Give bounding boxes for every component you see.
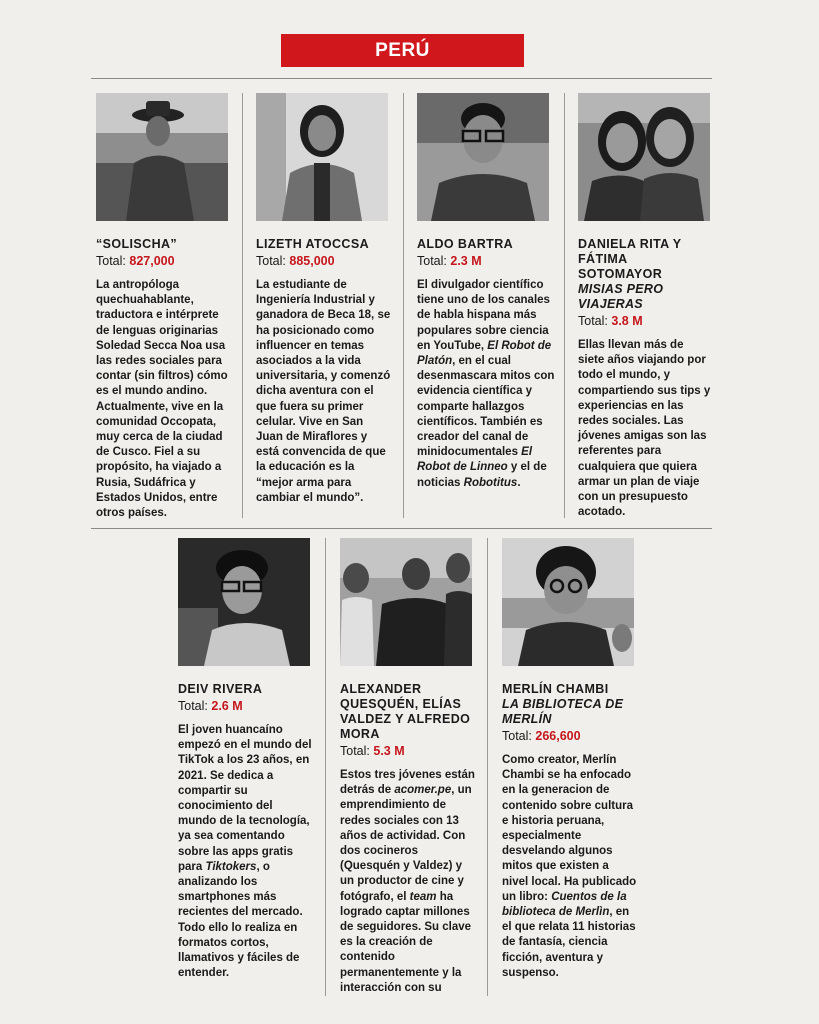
young-woman-denim-jacket-photo [256,93,388,221]
person-description: El divulgador científico tiene uno de los canales de habla hispana más populares sobre ciencia en YouTube, El Robot de Platón, en el cual desenmascara mitos con evidencia científica y comparte hallazgos científicos. También es creador del canal de minidocumentales El Robot de Linneo y el de noticias Robotitus. [417,279,555,489]
follower-count: 266,600 [535,729,581,743]
woman-in-traditional-hat-photo [96,93,228,221]
column-divider [487,538,488,996]
man-with-glasses-plaid-shirt-photo [417,93,549,221]
person-description: La antropóloga quechuahablante, traductora e intérprete de lenguas originarias Soledad Secca Noa usa las redes sociales para contar (sin filtros) cómo es el mundo andino. Actualmente, vive en la comunidad Occopata, muy cerca de la ciudad de Cusco. Fiel a su propósito, ha viajado a Rusia, Sudáfrica y Estados Unidos, entre otros países. [96,279,228,520]
column-divider [564,93,565,518]
person-description: El joven huancaíno empezó en el mundo del TikTok a los 23 años, en 2021. Se dedica a compartir su conocimiento del mundo de la tecnología, ya sea comentando sobre las apps gratis para Tiktokers, o analizando los smartphones más recientes del mercado. Todo ello lo realiza en formatos cortos, llamativos y fáciles de entender. [178,724,312,980]
person-description: Estos tres jóvenes están detrás de acomer.pe, un emprendimiento de redes sociales con 13 años de actividad. Con dos cocineros (Quesquén y Valdez) y un productor de cine y fotógrafo, el team ha logrado captar millones de seguidores. Su clave es la creación de contenido permanentemente y la interacción con su [340,769,475,994]
profile-card [578,93,712,520]
follower-total: Total: 2.6 M [178,699,243,713]
man-thumbs-up-photo [502,538,634,666]
channel-name: LA BIBLIOTECA DE MERLÍN [502,697,624,726]
top-divider [91,78,712,79]
profile-card [417,93,557,491]
column-divider [242,93,243,518]
follower-total: Total: 5.3 M [340,744,405,758]
profile-card [178,538,313,981]
follower-total: Total: 827,000 [96,254,175,268]
follower-count: 885,000 [289,254,335,268]
two-women-smiling-photo [578,93,710,221]
three-men-group-photo [340,538,472,666]
person-name: DANIELA RITA Y FÁTIMA SOTOMAYOR [578,237,682,281]
person-name: MERLÍN CHAMBI [502,682,609,696]
column-divider [403,93,404,518]
young-man-with-glasses-photo [178,538,310,666]
person-name: DEIV RIVERA [178,682,263,696]
profile-card [502,538,638,981]
follower-total: Total: 2.3 M [417,254,482,268]
follower-count: 2.6 M [211,699,243,713]
profile-card [340,538,475,996]
person-description: Ellas llevan más de siete años viajando por todo el mundo, y compartiendo sus tips y experiencias en las redes sociales. Las jóvenes amigas son las referentes para cualquiera que quiera armar un plan de viaje con un presupuesto acotado. [578,339,711,519]
person-name: “SOLISCHA” [96,237,178,251]
person-name: ALDO BARTRA [417,237,514,251]
person-name: LIZETH ATOCCSA [256,237,370,251]
person-description: La estudiante de Ingeniería Industrial y ganadora de Beca 18, se ha posicionado como influencer en temas asociados a la vida universitaria, y comenzó dicha aventura con el que fuera su primer celular. Vive en San Juan de Miraflores y está convencida de que la educación es la “mejor arma para cambiar el mundo”. [256,279,391,504]
follower-count: 2.3 M [450,254,482,268]
follower-count: 3.8 M [611,314,643,328]
follower-total: Total: 885,000 [256,254,335,268]
follower-total: Total: 266,600 [502,729,581,743]
person-name: ALEXANDER QUESQUÉN, ELÍAS VALDEZ Y ALFREDO MORA [340,682,471,741]
channel-name: MISIAS PERO VIAJERAS [578,282,664,311]
follower-total: Total: 3.8 M [578,314,643,328]
person-description: Como creator, Merlín Chambi se ha enfocado en la generacion de contenido sobre cultura e historia peruana, especialmente desvelando algunos mitos que existen a nivel local. Ha publicado un libro: Cuentos de la biblioteca de Merlìn, en el que relata 11 historias de fantasía, ciencia ficción, aventura y suspenso. [502,754,637,979]
follower-count: 5.3 M [373,744,405,758]
profile-card [96,93,231,521]
country-banner: PERÚ [281,34,524,67]
profile-card [256,93,391,506]
follower-count: 827,000 [129,254,175,268]
middle-divider [91,528,712,529]
column-divider [325,538,326,996]
